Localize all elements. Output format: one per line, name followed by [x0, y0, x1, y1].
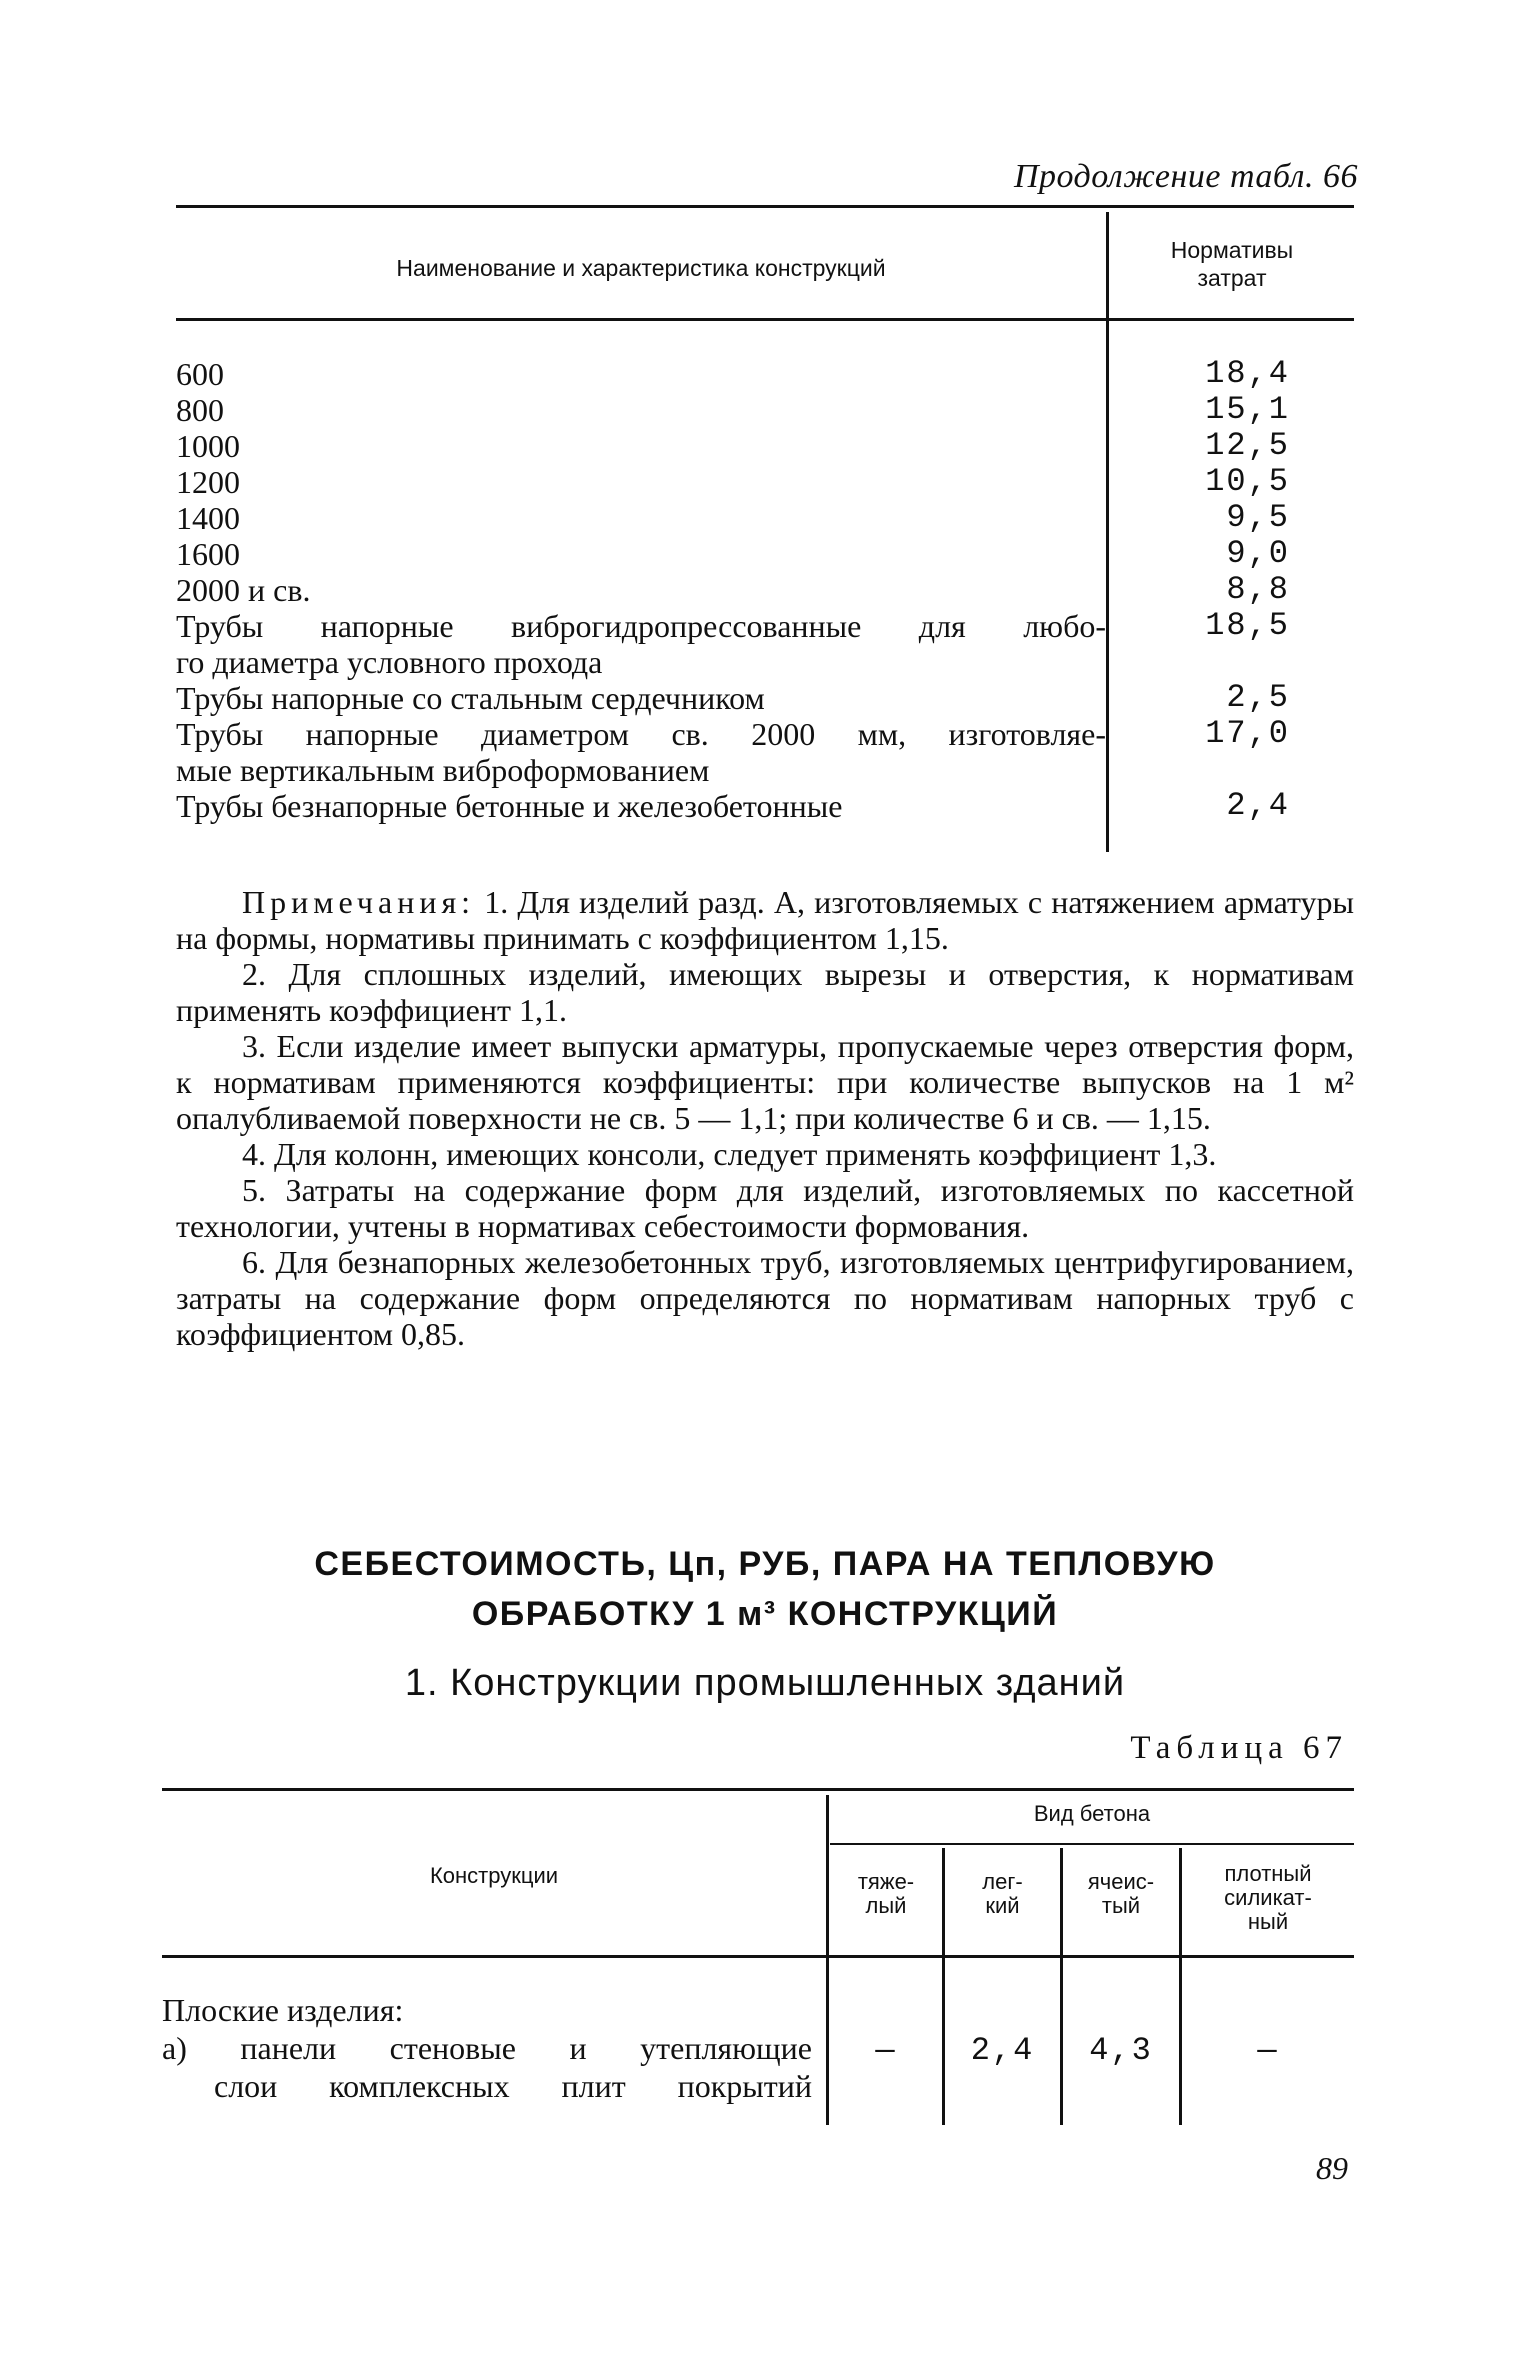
table-header-norms-line1: Нормативы: [1170, 237, 1294, 263]
table67-header-silicate-line1: плотный: [1224, 1861, 1312, 1886]
note-5: 5. Затраты на содержание форм для изделий, изготовляемых по кассетной технологии, учтены в нормативах себестоимости формования.: [176, 1172, 1354, 1244]
notes: [176, 884, 1354, 1352]
table67-header-cellular-line2: тый: [1101, 1893, 1141, 1918]
table67-header-silicate-line2: силикат-: [1224, 1885, 1312, 1910]
subsection-title: 1. Конструкции промышленных зданий: [404, 1662, 1126, 1704]
table67-header-silicate-line3: ный: [1247, 1909, 1289, 1934]
table67-divider-4: [1179, 1848, 1182, 2125]
table67-cell-light: 2,4: [970, 2032, 1035, 2069]
table-cell-name: 800: [176, 392, 224, 428]
table67-header-rule: [162, 1955, 1354, 1958]
table-header-norms: [1110, 236, 1354, 292]
table-cell-name: 600: [176, 356, 224, 392]
table67-row-name-line2: слои комплексных плит покрытий: [214, 2068, 812, 2104]
table67-header-light-line2: кий: [985, 1893, 1020, 1918]
note-4: 4. Для колонн, имеющих консоли, следует применять коэффициент 1,3.: [242, 1136, 1217, 1172]
table67-header-light: [945, 1870, 1060, 1918]
table-cell-name: го диаметра условного прохода: [176, 644, 603, 680]
notes-label: Примечания:: [242, 884, 476, 920]
table-header-norms-line2: затрат: [1197, 265, 1267, 291]
table-cell-name: мые вертикальным виброформованием: [176, 752, 710, 788]
table67-cell-cellular: 4,3: [1089, 2032, 1153, 2069]
table-cell-name: 1000: [176, 428, 240, 464]
table-cell-name: 1400: [176, 500, 240, 536]
table-label: Таблица 67: [1130, 1730, 1348, 1766]
page-number: 89: [1316, 2150, 1348, 2186]
section-title-line-2: ОБРАБОТКУ 1 м³ КОНСТРУКЦИЙ: [471, 1595, 1059, 1633]
table67-header-cellular-line1: ячеис-: [1087, 1869, 1155, 1894]
table-cell-value: 8,8: [1226, 571, 1290, 608]
table-cell-value: 17,0: [1205, 715, 1290, 752]
table-cell-value: 9,5: [1226, 499, 1290, 536]
table-cell-value: 15,1: [1205, 391, 1290, 428]
table-cell-name: Трубы напорные со стальным сердечником: [176, 680, 765, 716]
table-header-rule: [176, 318, 1354, 321]
table67-header-heavy-line1: тяже-: [857, 1869, 915, 1894]
table-cell-value: 2,5: [1226, 679, 1290, 716]
table-cell-value: 9,0: [1226, 535, 1290, 572]
table-cell-value: 18,5: [1205, 607, 1290, 644]
table67-top-rule: [162, 1788, 1354, 1791]
table67-subheader-rule: [830, 1843, 1354, 1845]
note-6: 6. Для безнапорных железобетонных труб, изготовляемых центрифугированием, затраты на содержание форм определяются по нормативам напорных труб с коэффициентом 0,85.: [176, 1244, 1354, 1352]
table-cell-value: 2,4: [1226, 787, 1290, 824]
table67-header-heavy: [830, 1870, 942, 1918]
table-cell-name: 1200: [176, 464, 240, 500]
table-header-name: Наименование и характеристика конструкций: [396, 255, 886, 281]
table-cell-value: 12,5: [1205, 427, 1290, 464]
table-cell-name: 1600: [176, 536, 240, 572]
table67-row-name-line1: а) панели стеновые и утепляющие: [162, 2030, 812, 2066]
table-cell-name: Трубы безнапорные бетонные и железобетонные: [176, 788, 843, 824]
table-cell-value: 10,5: [1205, 463, 1290, 500]
table67-divider-1: [826, 1795, 829, 2125]
table67-group-label: Плоские изделия:: [162, 1992, 404, 2028]
section-title-line-1: СЕБЕСТОИМОСТЬ, Цп, РУБ, ПАРА НА ТЕПЛОВУЮ: [314, 1545, 1216, 1583]
table67-header-cellular: [1063, 1870, 1179, 1918]
table67-header-silicate: [1182, 1862, 1354, 1934]
table67-cell-silicate: —: [1257, 2032, 1279, 2069]
table67-header-light-line1: лег-: [982, 1869, 1023, 1894]
table67-header-concrete-type: Вид бетона: [1033, 1801, 1151, 1826]
table-cell-value: 18,4: [1205, 355, 1290, 392]
table67-header-construction: Конструкции: [429, 1863, 559, 1888]
table-cell-name: Трубы напорные виброгидропрессованные для любо-: [176, 608, 1106, 644]
table-cell-name: Трубы напорные диаметром св. 2000 мм, изготовляе-: [176, 716, 1106, 752]
table67-cell-heavy: —: [875, 2032, 897, 2069]
note-2: 2. Для сплошных изделий, имеющих вырезы и отверстия, к нормативам применять коэффициент 1,1.: [176, 956, 1354, 1028]
table67-header-heavy-line2: лый: [865, 1893, 907, 1918]
table67-divider-3: [1060, 1848, 1063, 2125]
note-1: [176, 884, 1354, 956]
table-top-rule: [176, 205, 1354, 208]
table67-divider-2: [942, 1848, 945, 2125]
continuation-caption: Продолжение табл. 66: [1013, 158, 1358, 195]
note-1-text: 1. Для изделий разд. А, изготовляемых с натяжением арматуры на формы, нормативы принимать с коэффициентом 1,15.: [176, 884, 1355, 956]
table-cell-name: 2000 и св.: [176, 572, 311, 608]
note-3: 3. Если изделие имеет выпуски арматуры, пропускаемые через отверстия форм, к нормативам применяются коэффициенты: при количестве выпусков на 1 м² опалубливаемой поверхности не св. 5 — 1,1; при количестве 6 и св. — 1,15.: [176, 1028, 1354, 1136]
